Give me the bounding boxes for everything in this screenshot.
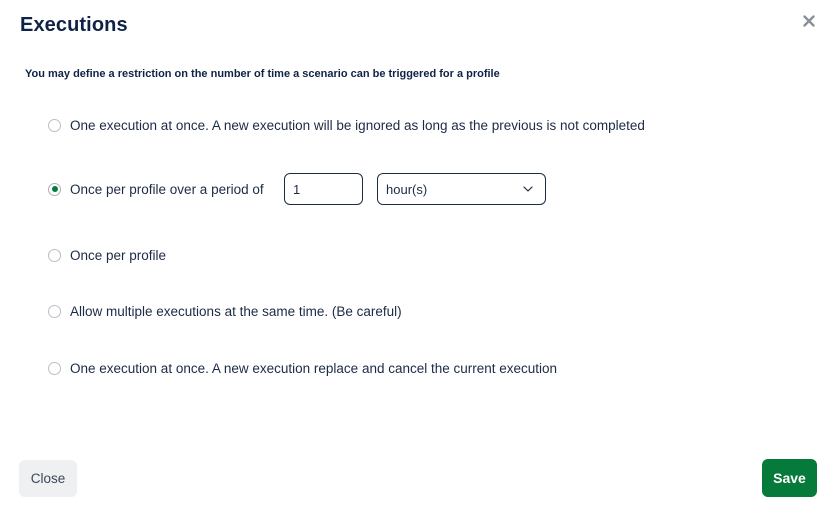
radio-button-selected[interactable]: [48, 183, 61, 196]
radio-button[interactable]: [48, 362, 61, 375]
period-unit-value: hour(s): [386, 181, 428, 197]
period-unit-select[interactable]: [377, 173, 546, 205]
option-label: One execution at once. A new execution will be ignored as long as the previous is not completed: [70, 117, 645, 133]
option-one-execution-replace[interactable]: [48, 358, 557, 378]
period-value-input[interactable]: [284, 173, 363, 205]
close-icon[interactable]: [802, 14, 816, 28]
radio-button[interactable]: [48, 249, 61, 262]
option-once-per-period[interactable]: [48, 179, 264, 199]
option-label: One execution at once. A new execution replace and cancel the current execution: [70, 360, 558, 376]
option-allow-multiple[interactable]: [48, 301, 402, 321]
radio-button[interactable]: [48, 119, 61, 132]
option-label: Once per profile over a period of: [70, 181, 264, 197]
option-label: Allow multiple executions at the same time. (Be careful): [70, 303, 402, 319]
radio-button[interactable]: [48, 305, 61, 318]
option-one-execution-ignore[interactable]: [48, 115, 645, 135]
dialog-subtitle: You may define a restriction on the number of time a scenario can be triggered for a profile: [25, 68, 500, 80]
save-button[interactable]: Save: [762, 459, 817, 497]
close-button[interactable]: Close: [19, 460, 77, 497]
option-label: Once per profile: [70, 247, 167, 263]
dialog-title: Executions: [20, 14, 128, 36]
option-once-per-profile[interactable]: [48, 245, 166, 265]
chevron-down-icon: [523, 186, 533, 192]
